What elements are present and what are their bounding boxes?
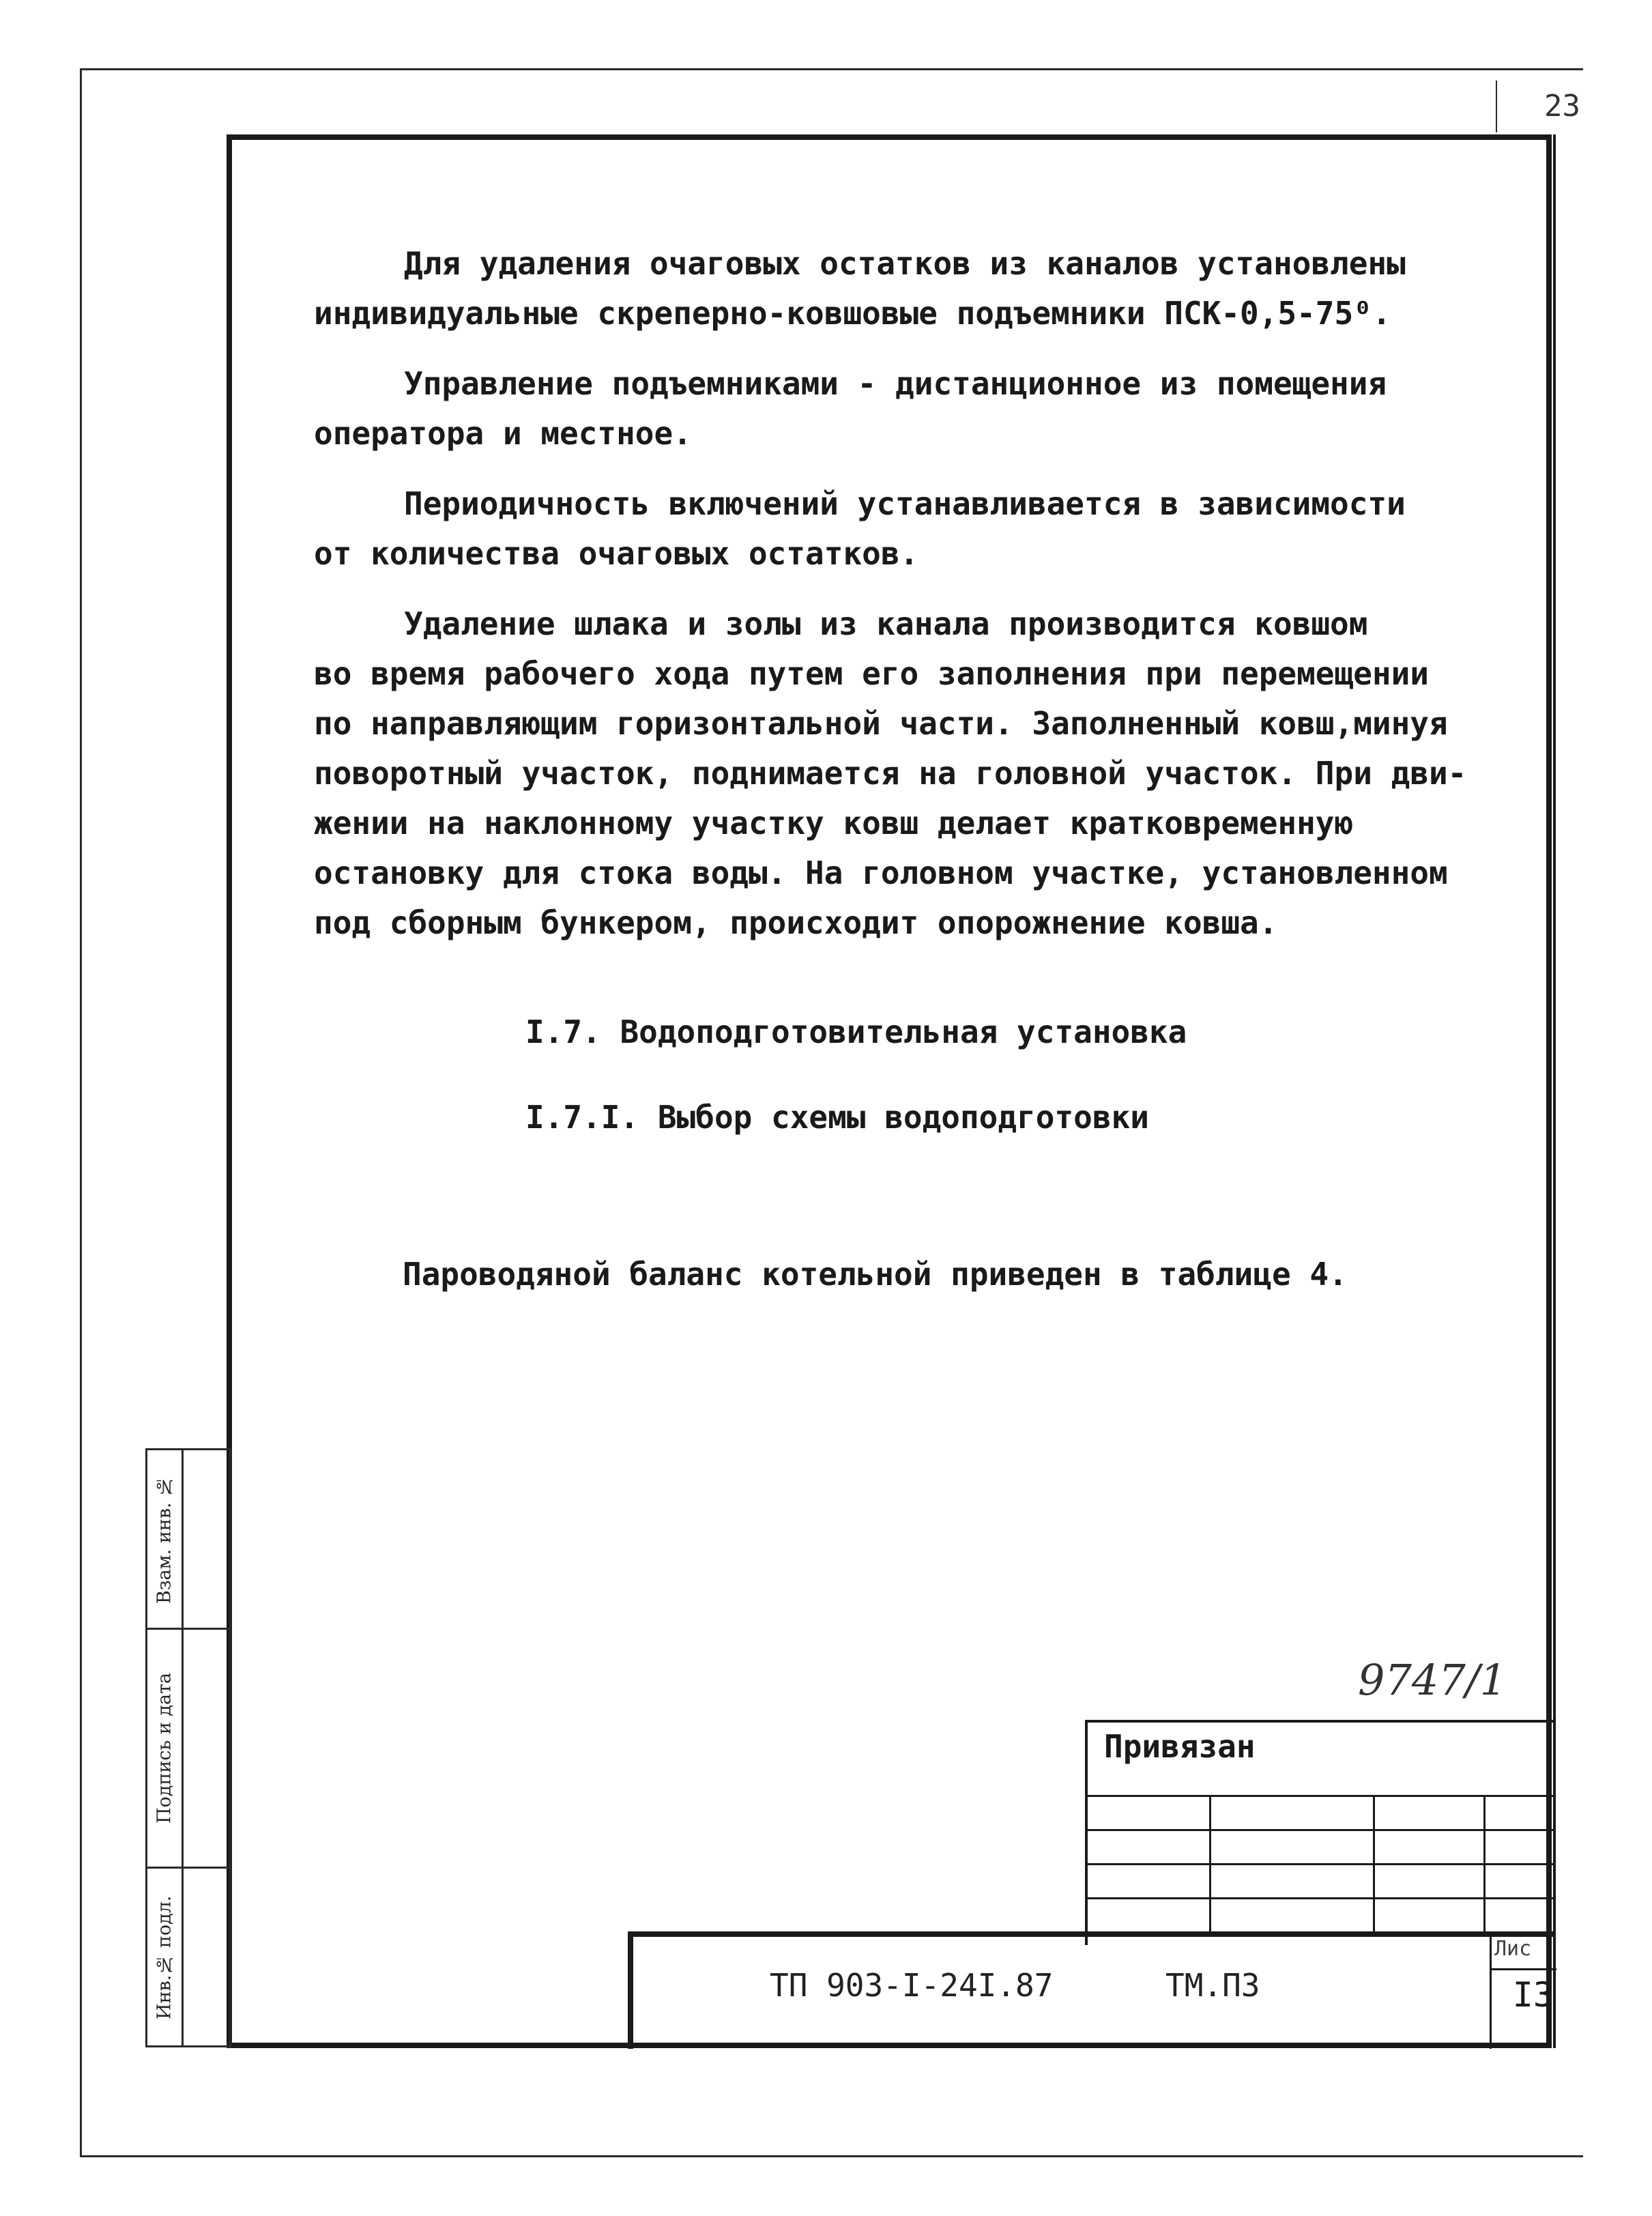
vzam-inv-label: Взам. инв. № [154, 1475, 175, 1605]
sheet-cell [1490, 1937, 1556, 2049]
grid-line [1209, 1795, 1211, 1934]
sheet-number-box [1496, 81, 1584, 132]
paragraph: Периодичность включений устанавливается в зависимости от количества очаговых остатков. [314, 485, 1406, 572]
podpis-data-label: Подпись и дата [154, 1672, 175, 1824]
side-stamp [145, 1448, 231, 2047]
document-section: ТМ.ПЗ [1165, 1967, 1260, 2004]
inv-podl-label: Инв.№ подл. [154, 1895, 175, 2020]
sheet-label: Лис [1494, 1937, 1532, 1961]
paragraph: Удаление шлака и золы из канала производится ковшом во время рабочего хода путем его заполнения при перемещении по направляющим горизонтальной части. Заполненный ковш,минуя поворотный участок, поднимается на головной участок. При дви- жении на наклонному участку ковш делает кратковременную остановку для стока воды. На головном участке, установленном под сборным бункером, происходит опорожнение ковша. [314, 605, 1467, 941]
document-code: ТП 903-I-24I.87 [770, 1967, 1054, 2004]
sheet-page-number: I3 [1512, 1975, 1554, 2015]
section-heading: I.7. Водоподготовительная установка [525, 1013, 1187, 1050]
privyazan-label: Привязан [1104, 1728, 1256, 1765]
grid-line [1483, 1795, 1486, 1934]
title-block [628, 1931, 1554, 2049]
sheet-cell-divider [1492, 1968, 1556, 1970]
handwritten-number: 9747/1 [1358, 1655, 1507, 1705]
sheet-number: 23 [1544, 89, 1580, 124]
grid-line [1373, 1795, 1375, 1934]
privyazan-box [1085, 1720, 1554, 1945]
balance-text: Пароводяной баланс котельной приведен в таблице 4. [403, 1256, 1348, 1293]
side-stamp-divider [147, 1867, 229, 1869]
paragraph: Для удаления очаговых остатков из каналов установлены индивидуальные скреперно-ковшовые подъемники ПСК-0,5-75⁰. [314, 245, 1406, 332]
body-text [314, 239, 1488, 968]
paragraph: Управление подъемниками - дистанционное из помещения оператора и местное. [314, 365, 1387, 452]
side-stamp-divider [147, 1628, 229, 1630]
side-stamp-divider [182, 1450, 184, 2045]
subsection-heading: I.7.I. Выбор схемы водоподготовки [525, 1099, 1149, 1136]
